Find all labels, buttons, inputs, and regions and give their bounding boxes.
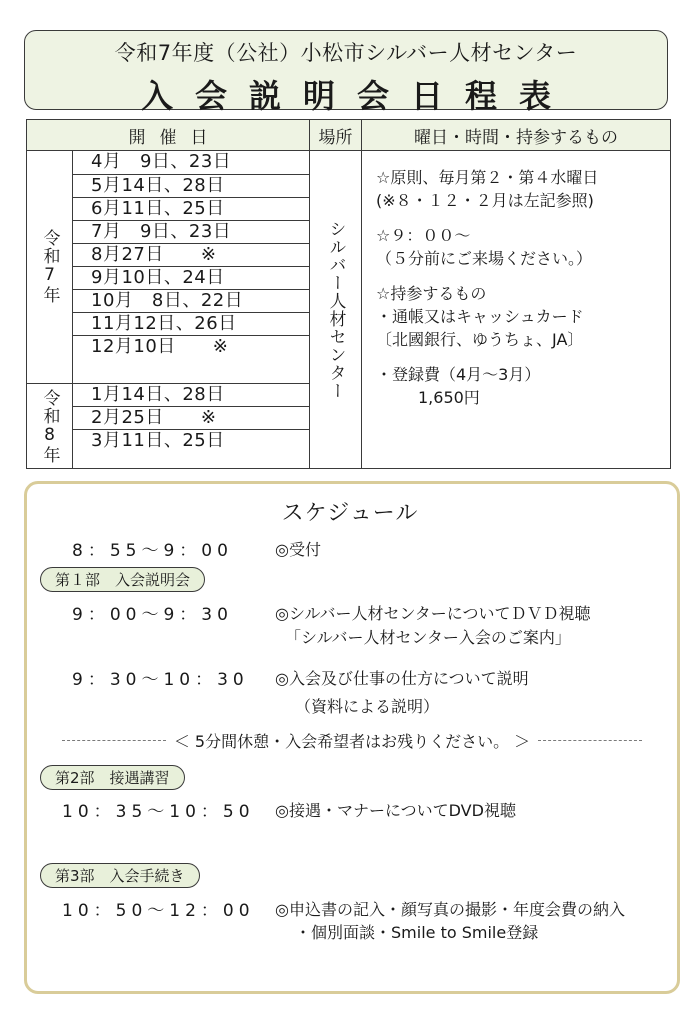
info-panel bbox=[376, 166, 666, 409]
era-label-r8: 令和8年 bbox=[27, 383, 73, 468]
place-label: シルバー人材センター bbox=[325, 219, 346, 400]
date-row: 7月 9日、23日 bbox=[73, 220, 310, 243]
title-box bbox=[24, 30, 668, 115]
fee-amount: 1,650円 bbox=[418, 388, 480, 407]
bring-heading: ☆持参するもの bbox=[376, 284, 487, 303]
date-row: 6月11日、25日 bbox=[73, 197, 310, 220]
part3-item1-desc: ◎申込書の記入・顔写真の撮影・年度会費の納入 bbox=[275, 900, 625, 919]
reception-time: 8：55～9：00 bbox=[72, 541, 233, 561]
break-notice bbox=[62, 730, 642, 750]
header-place: 場所 bbox=[310, 120, 362, 151]
break-text: ＜ 5分間休憩・入会希望者はお残りください。 ＞ bbox=[173, 731, 531, 751]
rule-text: ☆原則、毎月第２・第４水曜日 bbox=[376, 168, 599, 187]
date-row: 8月27日 ※ bbox=[73, 243, 310, 266]
part1-item1-desc: ◎シルバー人材センターについてＤＶＤ視聴 bbox=[275, 604, 591, 623]
date-row: 9月10日、24日 bbox=[73, 266, 310, 289]
bring-item: ・通帳又はキャッシュカード bbox=[376, 307, 584, 326]
header-date: 開催日 bbox=[27, 120, 310, 151]
part1-label: 第１部 入会説明会 bbox=[40, 567, 205, 592]
date-row: 3月11日、25日 bbox=[73, 429, 310, 452]
part3-label: 第3部 入会手続き bbox=[40, 863, 200, 888]
part1-item2-time: 9：30～10：30 bbox=[72, 670, 249, 690]
date-row: 2月25日 ※ bbox=[73, 406, 310, 429]
date-row: 10月 8日、22日 bbox=[73, 289, 310, 312]
date-row: 5月14日、28日 bbox=[73, 174, 310, 197]
part2-item1-time: 10：35～10：50 bbox=[62, 802, 255, 822]
part2-label: 第2部 接遇講習 bbox=[40, 765, 185, 790]
time-note: （５分前にご来場ください。） bbox=[376, 249, 593, 268]
page-title: 入会説明会日程表 bbox=[140, 77, 573, 115]
part1-item1-desc2: 「シルバー人材センター入会のご案内」 bbox=[285, 628, 571, 647]
date-row: 4月 9日、23日 bbox=[91, 151, 232, 172]
date-row: 1月14日、28日 bbox=[73, 383, 310, 406]
page-subtitle: 令和7年度（公社）小松市シルバー人材センター bbox=[114, 41, 578, 65]
part2-item1-desc: ◎接遇・マナーについてDVD視聴 bbox=[275, 801, 516, 820]
fee-label: ・登録費（4月～3月） bbox=[376, 365, 541, 384]
part3-item1-time: 10：50～12：00 bbox=[62, 901, 255, 921]
reception-desc: ◎受付 bbox=[275, 540, 321, 559]
bring-banks: 〔北國銀行、ゆうちょ、JA〕 bbox=[376, 330, 584, 349]
part1-item2-desc: ◎入会及び仕事の仕方について説明 bbox=[275, 669, 529, 688]
part3-item1-desc2: ・個別面談・Smile to Smile登録 bbox=[295, 923, 539, 942]
time-text: ☆９：００～ bbox=[376, 226, 471, 245]
date-row: 12月10日 ※ bbox=[73, 335, 310, 358]
schedule-title: スケジュール bbox=[281, 501, 419, 526]
date-row: 11月12日、26日 bbox=[73, 312, 310, 335]
schedule-table bbox=[26, 119, 671, 469]
part1-item1-time: 9：00～9：30 bbox=[72, 605, 233, 625]
rule-note: (※８・１２・２月は左記参照) bbox=[376, 191, 594, 210]
header-info: 曜日・時間・持参するもの bbox=[362, 120, 670, 151]
part1-item2-desc2: （資料による説明） bbox=[295, 697, 440, 716]
era-label-r7: 令和7年 bbox=[39, 229, 60, 304]
